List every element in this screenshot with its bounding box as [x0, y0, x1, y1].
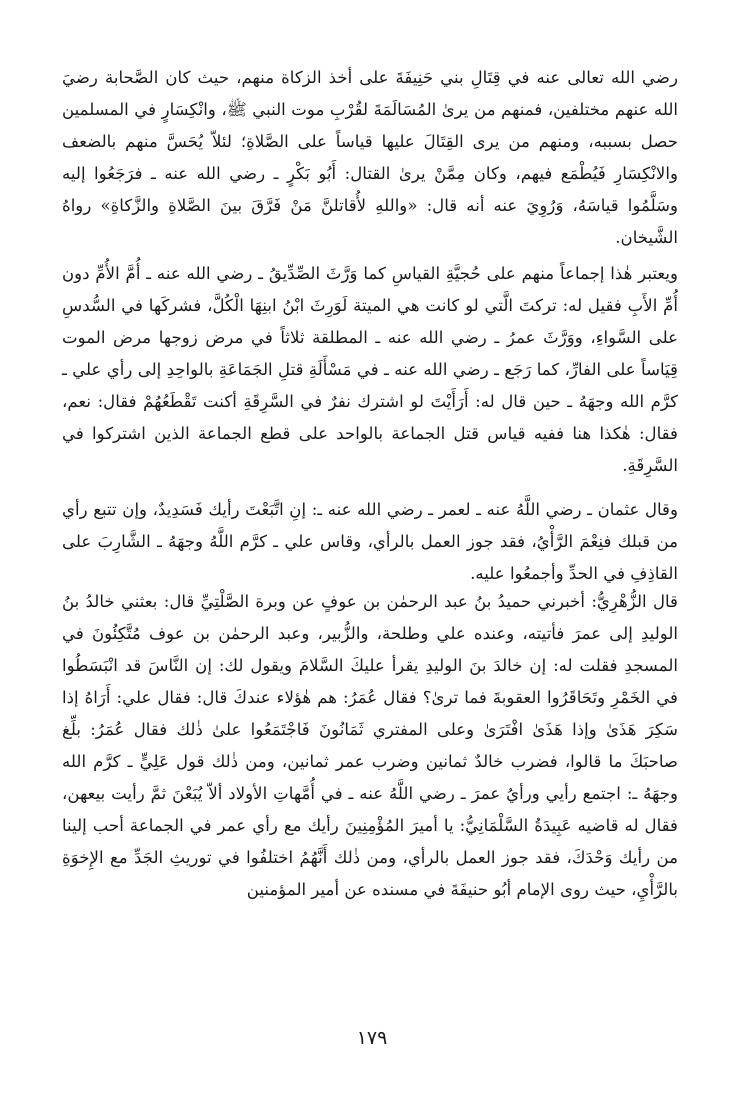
paragraph-3: وقال عثمان ـ رضي اللَّهُ عنه ـ لعمر ـ رضي الله عنه ـ: إنِ اتَّبَعْتَ رأيك فَسَدِيدٌ، وإن تتبع رأي من قبلك فنِعْمَ الرَّأْيُ، فقد جوز العمل بالرأي، وقاس علي ـ كرَّم اللَّهُ وجهَهُ ـ الشَّارِبَ على القاذِفِ في الحدِّ وأجمعُوا عليه. [62, 500, 678, 583]
page-number: ١٧٩ [356, 1027, 388, 1049]
paragraph-1: رضي الله تعالى عنه في قِتَالِ بني حَنِيفَةَ على أخذ الزكاة منهم، حيث كان الصَّحابة رضيَ الله عنهم مختلفين، فمنهم من يرىٰ المُسَالَمَةَ لقُرْبِ موت النبي ﷺ، وانْكِسَارٍ في المسلمين حصل بسببه، ومنهم من يرى القِتَالَ عليها قياساً على الصَّلاةِ؛ لئلاّ يُحَسَّ منهم بالضعف والانْكِسَارِ فَيُطْمَع فيهم، وكان مِمَّنْ يرىٰ القتال: أَبُو بَكْرٍ ـ رضي الله عنه ـ فرَجَعُوا إليه وسَلَّمُوا قياسَهُ، وَرُوِيَ عنه أنه قال: «واللهِ لأُقاتلنَّ مَنْ فَرَّقَ بينَ الصَّلاةِ والزَّكاةِ» رواهُ الشَّيخان. [62, 68, 678, 247]
paragraph-2: ويعتبر هٰذا إجماعاً منهم على حُجيَّةِ القياسِ كما وَرَّثَ الصِّدِّيقُ ـ رضي الله عنه ـ أُمَّ الأُمِّ دون أُمِّ الأَبِ فقيل له: تركتَ الَّتي لو كانت هي الميتة لَوَرِثَ ابْنُ ابنِهَا الْكُلَّ، فشركَها في السُّدسِ على السَّواءِ، ووَرَّثَ عمرُ ـ رضي الله عنه ـ المطلقة ثلاثاً في مرض زوجها مرض الموت قِيَاساً على الفارِّ، كما رَجَع ـ رضي الله عنه ـ في مَسْأَلَةِ قتلِ الجَمَاعَةِ بالواحِدِ إلى رأي علي ـ كرَّم الله وجهَهُ ـ حين قال له: أَرَأَيْتَ لو اشترك نفرٌ في السَّرِقَةِ أكنت تَقْطَعُهُمْ فقال: نعم، فقال: هٰكذا هنا ففيه قياس قتل الجماعة بالواحد على قطع الجماعة الذين اشتركوا في السَّرِقَةِ. [62, 264, 678, 475]
paragraph-4: قال الزُّهْرِيُّ: أخبرني حميدُ بنُ عبد الرحمٰن بن عوفٍ عن وبرة الصَّلْتِيِّ قال: بعثني خالدُ بنُ الوليدِ إلى عمرَ فأتيته، وعنده علي وطلحة، والزُّبير، وعبد الرحمٰن بن عوف مُتَّكِئُونَ في المسجدِ فقلت له: إن خالدَ بنَ الوليدِ يقرأ عليكَ السَّلامَ ويقول لك: إن النَّاسَ قد انْبَسَطُوا في الخَمْرِ وتَحَاقَرُوا العقوبةَ فما ترىٰ؟ فقال عُمَرُ: هم هٰؤلاء عندكَ قال: فقال علي: أَرَاهُ إذا سَكِرَ هَذَىٰ وإذا هَذَىٰ افْتَرَىٰ وعلى المفتري ثَمَانُونَ فَاجْتَمَعُوا علىٰ ذٰلك فقال عُمَرُ: بلِّغ صاحبَكَ ما قالوا، فضرب خالدٌ ثمانين وضرب عمر ثمانين، ومن ذٰلك قول عَلِيٍّ ـ كرَّم الله وجهَهُ ـ: اجتمع رأيي ورأيُ عمرَ ـ رضي اللَّهُ عنه ـ في أُمَّهاتِ الأولاد ألاّ يُبَعْنَ ثمَّ رأيت بيعهن، فقال له قاضيه عَبِيدَةُ السَّلْمَانِيُّ: يا أميرَ المُؤْمِنِينَ رأيك مع رأي عمر في الجماعة أحب إلينا من رأيك وَحْدَكَ، فقد جوز العمل بالرأي، ومن ذٰلك أَنَّهُمُ اختلفُوا في توريثِ الجَدِّ مع الإِخوَةِ بالرَّأْيِ، حيث روى الإمام أبُو حنيفَةَ في مسنده عن أمير المؤمنين [62, 592, 678, 899]
